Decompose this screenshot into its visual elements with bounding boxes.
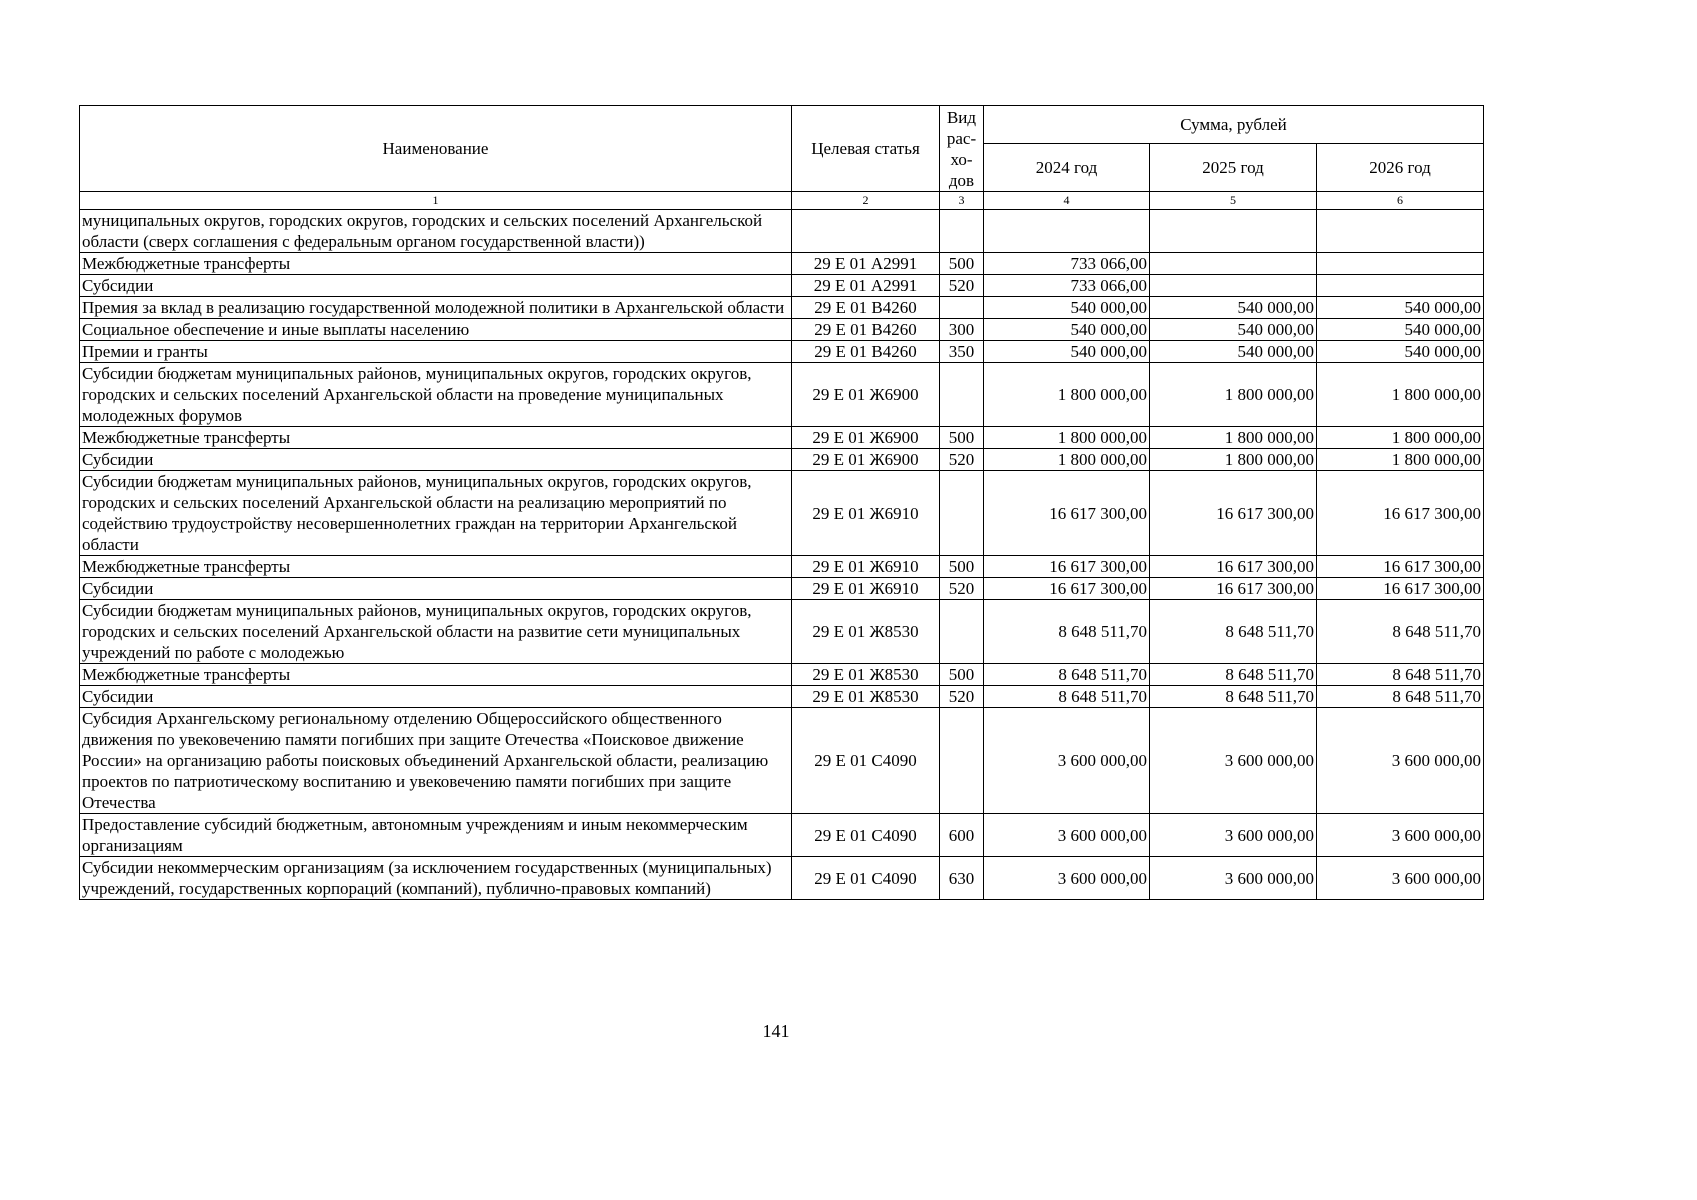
row-name: Межбюджетные трансферты xyxy=(80,253,792,275)
row-amount-2025: 1 800 000,00 xyxy=(1150,363,1317,427)
row-expense-type xyxy=(940,363,984,427)
row-amount-2024: 16 617 300,00 xyxy=(984,471,1150,556)
row-expense-type xyxy=(940,297,984,319)
row-amount-2026: 8 648 511,70 xyxy=(1317,600,1484,664)
table-row xyxy=(80,600,1484,664)
row-target-article xyxy=(792,210,940,253)
row-expense-type: 520 xyxy=(940,686,984,708)
table-row xyxy=(80,275,1484,297)
row-amount-2025: 1 800 000,00 xyxy=(1150,427,1317,449)
row-name: Субсидии бюджетам муниципальных районов, муниципальных округов, городских округов, городских и сельских поселений Архангельской области на проведение муниципальных молодежных форумов xyxy=(80,363,792,427)
table-row xyxy=(80,686,1484,708)
row-expense-type: 520 xyxy=(940,578,984,600)
row-amount-2024: 1 800 000,00 xyxy=(984,363,1150,427)
row-amount-2024: 1 800 000,00 xyxy=(984,449,1150,471)
row-amount-2025: 3 600 000,00 xyxy=(1150,814,1317,857)
row-target-article: 29 Е 01 Ж8530 xyxy=(792,600,940,664)
row-amount-2026: 8 648 511,70 xyxy=(1317,664,1484,686)
row-target-article: 29 Е 01 С4090 xyxy=(792,814,940,857)
row-amount-2026: 16 617 300,00 xyxy=(1317,556,1484,578)
row-amount-2026 xyxy=(1317,210,1484,253)
column-number-row xyxy=(80,192,1484,210)
row-amount-2025 xyxy=(1150,275,1317,297)
row-target-article: 29 Е 01 А2991 xyxy=(792,275,940,297)
row-name: Субсидии xyxy=(80,686,792,708)
row-target-article: 29 Е 01 С4090 xyxy=(792,708,940,814)
row-expense-type: 500 xyxy=(940,556,984,578)
header-sum: Сумма, рублей xyxy=(984,106,1484,144)
row-amount-2024 xyxy=(984,210,1150,253)
row-amount-2024: 3 600 000,00 xyxy=(984,857,1150,900)
row-amount-2025: 16 617 300,00 xyxy=(1150,556,1317,578)
row-amount-2026: 540 000,00 xyxy=(1317,319,1484,341)
row-amount-2024: 16 617 300,00 xyxy=(984,556,1150,578)
row-amount-2025 xyxy=(1150,253,1317,275)
row-name: Субсидия Архангельскому региональному отделению Общероссийского общественного движения по увековечению памяти погибших при защите Отечества «Поисковое движение России» на организацию работы поисковых объединений Архангельской области, реализацию проектов по патриотическому воспитанию и увековечению памяти погибших при защите Отечества xyxy=(80,708,792,814)
row-expense-type xyxy=(940,600,984,664)
table-row xyxy=(80,210,1484,253)
row-name: Субсидии xyxy=(80,578,792,600)
row-amount-2025: 1 800 000,00 xyxy=(1150,449,1317,471)
row-target-article: 29 Е 01 Ж8530 xyxy=(792,686,940,708)
row-amount-2024: 540 000,00 xyxy=(984,297,1150,319)
row-amount-2026: 3 600 000,00 xyxy=(1317,708,1484,814)
table-row xyxy=(80,253,1484,275)
row-target-article: 29 Е 01 Ж8530 xyxy=(792,664,940,686)
row-target-article: 29 Е 01 В4260 xyxy=(792,341,940,363)
row-amount-2025: 540 000,00 xyxy=(1150,319,1317,341)
row-amount-2024: 733 066,00 xyxy=(984,275,1150,297)
row-name: Субсидии бюджетам муниципальных районов, муниципальных округов, городских округов, городских и сельских поселений Архангельской области на реализацию мероприятий по содействию трудоустройству несовершеннолетних граждан на территории Архангельской области xyxy=(80,471,792,556)
row-target-article: 29 Е 01 Ж6910 xyxy=(792,578,940,600)
column-number: 3 xyxy=(940,192,984,210)
row-amount-2024: 8 648 511,70 xyxy=(984,664,1150,686)
row-name: Премии и гранты xyxy=(80,341,792,363)
row-amount-2025 xyxy=(1150,210,1317,253)
row-amount-2026: 16 617 300,00 xyxy=(1317,471,1484,556)
row-expense-type: 500 xyxy=(940,427,984,449)
row-amount-2025: 540 000,00 xyxy=(1150,297,1317,319)
row-amount-2026: 1 800 000,00 xyxy=(1317,363,1484,427)
row-expense-type: 300 xyxy=(940,319,984,341)
row-amount-2025: 8 648 511,70 xyxy=(1150,600,1317,664)
row-expense-type xyxy=(940,471,984,556)
header-year-2025: 2025 год xyxy=(1150,144,1317,192)
row-amount-2024: 8 648 511,70 xyxy=(984,686,1150,708)
table-row xyxy=(80,319,1484,341)
row-target-article: 29 Е 01 Ж6910 xyxy=(792,471,940,556)
table-row xyxy=(80,363,1484,427)
row-expense-type: 500 xyxy=(940,664,984,686)
row-amount-2024: 3 600 000,00 xyxy=(984,708,1150,814)
table-row xyxy=(80,664,1484,686)
row-name: Предоставление субсидий бюджетным, автономным учреждениям и иным некоммерческим организациям xyxy=(80,814,792,857)
column-number: 4 xyxy=(984,192,1150,210)
table-row xyxy=(80,708,1484,814)
table-body xyxy=(80,210,1484,900)
row-amount-2026: 540 000,00 xyxy=(1317,297,1484,319)
column-number: 2 xyxy=(792,192,940,210)
table-row xyxy=(80,297,1484,319)
row-amount-2026: 3 600 000,00 xyxy=(1317,814,1484,857)
row-name: Субсидии некоммерческим организациям (за исключением государственных (муниципальных) учреждений, государственных корпораций (компаний), публично-правовых компаний) xyxy=(80,857,792,900)
row-amount-2024: 8 648 511,70 xyxy=(984,600,1150,664)
row-target-article: 29 Е 01 Ж6910 xyxy=(792,556,940,578)
row-target-article: 29 Е 01 В4260 xyxy=(792,297,940,319)
table-row xyxy=(80,449,1484,471)
row-expense-type: 520 xyxy=(940,275,984,297)
row-amount-2024: 3 600 000,00 xyxy=(984,814,1150,857)
row-name: Субсидии бюджетам муниципальных районов, муниципальных округов, городских округов, городских и сельских поселений Архангельской области на развитие сети муниципальных учреждений по работе с молодежью xyxy=(80,600,792,664)
row-expense-type xyxy=(940,708,984,814)
row-target-article: 29 Е 01 А2991 xyxy=(792,253,940,275)
row-name: Субсидии xyxy=(80,449,792,471)
row-expense-type: 630 xyxy=(940,857,984,900)
row-name: муниципальных округов, городских округов, городских и сельских поселений Архангельской области (сверх соглашения с федеральным органом государственной власти)) xyxy=(80,210,792,253)
header-year-2026: 2026 год xyxy=(1317,144,1484,192)
table-row xyxy=(80,578,1484,600)
column-number: 5 xyxy=(1150,192,1317,210)
row-name: Социальное обеспечение и иные выплаты населению xyxy=(80,319,792,341)
budget-table xyxy=(79,105,1484,900)
row-expense-type: 500 xyxy=(940,253,984,275)
header-expense-type: Вид рас-хо-дов xyxy=(940,106,984,192)
row-amount-2025: 16 617 300,00 xyxy=(1150,471,1317,556)
row-amount-2024: 1 800 000,00 xyxy=(984,427,1150,449)
row-amount-2026: 16 617 300,00 xyxy=(1317,578,1484,600)
table-row xyxy=(80,427,1484,449)
row-amount-2025: 3 600 000,00 xyxy=(1150,708,1317,814)
table-row xyxy=(80,814,1484,857)
row-name: Премия за вклад в реализацию государственной молодежной политики в Архангельской области xyxy=(80,297,792,319)
table-row xyxy=(80,857,1484,900)
row-expense-type xyxy=(940,210,984,253)
row-target-article: 29 Е 01 В4260 xyxy=(792,319,940,341)
column-number: 1 xyxy=(80,192,792,210)
row-amount-2025: 8 648 511,70 xyxy=(1150,686,1317,708)
row-amount-2026: 1 800 000,00 xyxy=(1317,427,1484,449)
row-amount-2025: 8 648 511,70 xyxy=(1150,664,1317,686)
row-target-article: 29 Е 01 Ж6900 xyxy=(792,449,940,471)
row-amount-2026: 8 648 511,70 xyxy=(1317,686,1484,708)
row-name: Субсидии xyxy=(80,275,792,297)
column-number: 6 xyxy=(1317,192,1484,210)
header-year-2024: 2024 год xyxy=(984,144,1150,192)
row-amount-2024: 540 000,00 xyxy=(984,341,1150,363)
page-number: 141 xyxy=(762,1021,790,1041)
row-expense-type: 600 xyxy=(940,814,984,857)
table-row xyxy=(80,341,1484,363)
row-name: Межбюджетные трансферты xyxy=(80,427,792,449)
row-amount-2024: 16 617 300,00 xyxy=(984,578,1150,600)
row-target-article: 29 Е 01 Ж6900 xyxy=(792,427,940,449)
row-target-article: 29 Е 01 С4090 xyxy=(792,857,940,900)
row-amount-2024: 540 000,00 xyxy=(984,319,1150,341)
row-amount-2026: 540 000,00 xyxy=(1317,341,1484,363)
row-amount-2026 xyxy=(1317,253,1484,275)
row-amount-2026 xyxy=(1317,275,1484,297)
header-target-article: Целевая статья xyxy=(792,106,940,192)
table-row xyxy=(80,471,1484,556)
table-row xyxy=(80,556,1484,578)
row-amount-2026: 3 600 000,00 xyxy=(1317,857,1484,900)
row-amount-2025: 3 600 000,00 xyxy=(1150,857,1317,900)
row-name: Межбюджетные трансферты xyxy=(80,556,792,578)
row-amount-2026: 1 800 000,00 xyxy=(1317,449,1484,471)
header-name: Наименование xyxy=(80,106,792,192)
row-amount-2025: 16 617 300,00 xyxy=(1150,578,1317,600)
row-amount-2025: 540 000,00 xyxy=(1150,341,1317,363)
row-expense-type: 350 xyxy=(940,341,984,363)
row-name: Межбюджетные трансферты xyxy=(80,664,792,686)
row-amount-2024: 733 066,00 xyxy=(984,253,1150,275)
row-expense-type: 520 xyxy=(940,449,984,471)
row-target-article: 29 Е 01 Ж6900 xyxy=(792,363,940,427)
